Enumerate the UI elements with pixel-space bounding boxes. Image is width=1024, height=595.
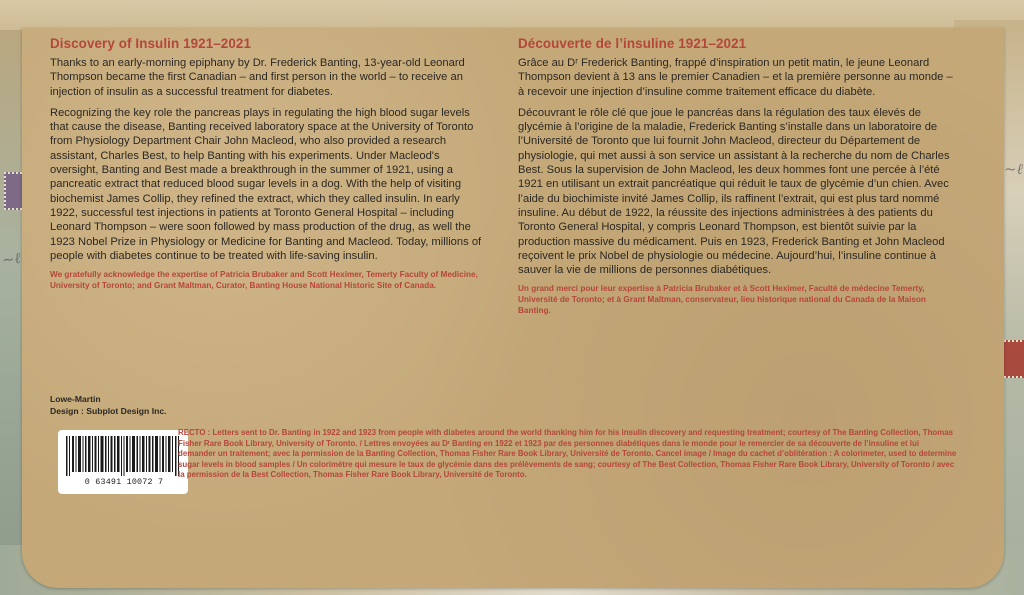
french-acknowledgement: Un grand merci pour leur expertise à Patricia Brubaker et à Scott Heximer, Faculté de médecine Temerty, Université de Toronto; et à Grant Maltman, conservateur, lieu historique national du Canada de la Maison Banting.	[518, 284, 926, 315]
handwriting-decoration: ~ℓ	[1004, 160, 1023, 178]
english-column	[50, 36, 490, 291]
french-column	[518, 36, 958, 316]
printer-name: Lowe-Martin	[50, 394, 101, 404]
english-acknowledgement: We gratefully acknowledge the expertise of Patricia Brubaker and Scott Heximer, Temerty Faculty of Medicine, University of Toronto; and Grant Maltman, Curator, Banting House National Historic Site of Canada.	[50, 270, 478, 290]
english-paragraph-1: Thanks to an early-morning epiphany by Dr. Frederick Banting, 13-year-old Leonard Thompson became the first Canadian – and first person in the world – to receive an injection of insulin as a successful treatment for diabetes.	[50, 57, 465, 98]
english-title: Discovery of Insulin 1921–2021	[50, 36, 251, 51]
printer-credits	[50, 394, 167, 417]
barcode-bars-icon	[66, 436, 180, 476]
barcode	[58, 430, 188, 494]
french-title: Découverte de l’insuline 1921–2021	[518, 36, 747, 51]
recto-caption: RECTO : Letters sent to Dr. Banting in 1922 and 1923 from people with diabetes around the world thanking him for his insulin discovery and requesting treatment; courtesy of The Banting Collection, Thomas Fisher Rare Book Library, University of Toronto. / Lettres envoyées au Dʳ Banting en 1922 et 1923 par des personnes diabétiques dans le monde pour le remercier de sa découverte de l’insuline et lui demander un traitement; avec la permission de la Banting Collection, Thomas Fisher Rare Book Library, Université de Toronto. Cancel image / Image du cachet d’oblitération : A colorimeter, used to determine sugar levels in blood samples / Un colorimètre qui mesure le taux de glycémie dans des prélèvements de sang; courtesy of The Best Collection, Thomas Fisher Rare Book Library, University of Toronto / avec la permission de la Best Collection, Thomas Fisher Rare Book Library, Université de Toronto.	[178, 428, 957, 479]
french-paragraph-2: Découvrant le rôle clé que joue le pancréas dans la régulation des taux élevés de glycémie à l’origine de la maladie, Frederick Banting s’installe dans un laboratoire de l’Université de Toronto que lui fournit John Macleod, directeur du Département de physiologie, qui met aussi à son service un assistant à la recherche du nom de Charles Best. Sous la supervision de John Macleod, les deux hommes font une percée à l’été 1921 en utilisant un extrait pancréatique qui réduit le taux de glycémie d’un chien. Avec l’aide du biochimiste invité James Collip, ils raffinent l’extrait, qui est plus tard nommé insuline. Au début de 1922, la réussite des injections administrées à des patients du Toronto General Hospital, y compris Leonard Thompson, est bientôt suivie par la production massive du médicament. Puis en 1923, Frederick Banting et John Macleod reçoivent le prix Nobel de physiologie ou médecine. Aujourd’hui, l’insuline continue à sauver la vie de millions de personnes diabétiques.	[518, 106, 950, 277]
english-paragraph-2: Recognizing the key role the pancreas plays in regulating the high blood sugar levels that cause the disease, Banting received laboratory space at the University of Toronto from Physiology Department Chair John Macleod, who also provided a research assistant, Charles Best, to help Banting with his experiments. Under Macleod's oversight, Banting and Best made a breakthrough in the summer of 1921, using a pancreatic extract that reduced blood sugar levels in a dog. With the help of visiting biochemist James Collip, they refined the extract, which they called insulin. In early 1922, successful test injections in patients at Toronto General Hospital – including Leonard Thompson – were soon followed by mass production of the drug, as well the 1923 Nobel Prize in Physiology or Medicine for Banting and Macleod. Today, millions of people with diabetes continue to be treated with life-saving insulin.	[50, 106, 482, 262]
handwriting-decoration: ~ℓ	[0, 248, 22, 270]
french-paragraph-1: Grâce au Dʳ Frederick Banting, frappé d’inspiration un petit matin, le jeune Leonard Thompson devient à 13 ans le premier Canadien – et la première personne au monde – à recevoir une injection d’insuline comme traitement efficace du diabète.	[518, 57, 953, 98]
designer-credit: Design : Subplot Design Inc.	[50, 405, 167, 416]
barcode-digits: 0 63491 10072 7	[84, 477, 164, 487]
